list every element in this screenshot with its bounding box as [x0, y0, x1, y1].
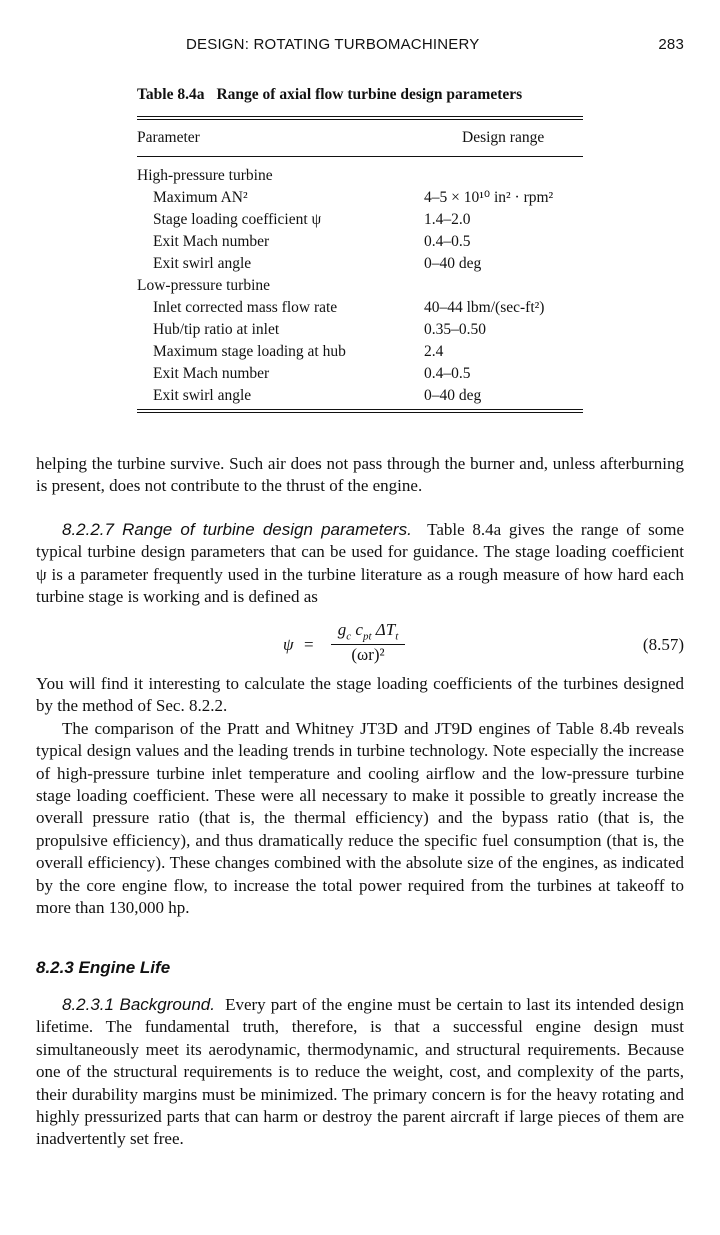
table-bottom-rule	[137, 409, 583, 410]
table-header-row	[137, 129, 583, 149]
row-parameter: Hub/tip ratio at inlet	[153, 321, 280, 338]
equation-fraction	[329, 620, 407, 669]
table-top-rule	[137, 116, 583, 117]
row-parameter: Maximum stage loading at hub	[153, 343, 346, 360]
row-parameter: Exit Mach number	[153, 233, 270, 250]
row-parameter: Inlet corrected mass flow rate	[153, 299, 338, 316]
table-row	[137, 165, 583, 187]
col-header-design-range: Design range	[462, 129, 545, 146]
table-row	[137, 275, 583, 297]
table-row	[137, 341, 583, 363]
row-value: 0.4–0.5	[424, 233, 471, 250]
subsection-heading-text: 8.2.3 Engine Life	[36, 958, 171, 977]
row-value: 1.4–2.0	[424, 211, 471, 228]
table-row	[137, 209, 583, 231]
table-row	[137, 297, 583, 319]
table-caption	[137, 86, 597, 104]
table-label: Table 8.4a	[137, 86, 205, 103]
paragraph-block	[36, 673, 684, 919]
row-value: 2.4	[424, 343, 444, 360]
paragraph-text: The comparison of the Pratt and Whitney JT3D and JT9D engines of Table 8.4b reveals typical design values and the leading trends in turbine technology. Note especially the increase of high-pressure turbine inlet temperature and cooling airflow and the low-pressure turbine stage loading coefficient. These were all necessary to make it possible to greatly increase the overall pressure ratio (that is, the thermal efficiency) and the bypass ratio (that is, the propulsive efficiency), and thus dramatically reduce the specific fuel consumption (that is, the overall efficiency). These changes combined with the absolute size of the engines, as indicated by the core engine flow, to increase the total power required from the turbines at takeoff to more than 130,000 hp.	[36, 718, 684, 918]
table-row	[137, 253, 583, 275]
section-heading: 8.2.2.7 Range of turbine design parameters.	[62, 520, 412, 539]
paragraph-text: Table 8.4a gives the range of some typical turbine design parameters that can be used for guidance. The stage loading coefficient ψ is a parameter frequently used in the turbine literature as a rough measure of how hard each turbine stage is working and is defined as	[36, 520, 685, 607]
row-value: 0.35–0.50	[424, 321, 486, 338]
col-header-parameter: Parameter	[137, 129, 200, 146]
table-bottom-rule-2	[137, 412, 583, 413]
table-top-rule-2	[137, 119, 583, 120]
equation-number: (8.57)	[642, 635, 684, 654]
row-group-label: High-pressure turbine	[137, 167, 273, 184]
row-value: 40–44 lbm/(sec-ft²)	[424, 299, 545, 316]
row-value: 0–40 deg	[424, 255, 482, 272]
paragraph-text: helping the turbine survive. Such air does not pass through the burner and, unless afterburning is present, does not contribute to the thrust of the engine.	[36, 454, 684, 496]
row-value: 4–5 × 10¹⁰ in² · rpm²	[424, 189, 554, 206]
equation-denominator: (ωr)²	[351, 645, 385, 664]
row-value: 0–40 deg	[424, 387, 482, 404]
table-row	[137, 187, 583, 209]
row-parameter: Stage loading coefficient ψ	[153, 211, 322, 228]
running-head-title: DESIGN: ROTATING TURBOMACHINERY	[186, 36, 480, 53]
section-8-2-2-7	[36, 519, 684, 609]
paragraph-text: You will find it interesting to calculate the stage loading coefficients of the turbines designed by the method of Sec. 8.2.2.	[36, 674, 684, 716]
table-header-rule	[137, 156, 583, 157]
row-parameter: Exit swirl angle	[153, 387, 252, 404]
table-body	[137, 165, 583, 407]
row-parameter: Exit Mach number	[153, 365, 270, 382]
table-row	[137, 319, 583, 341]
section-heading: 8.2.3.1 Background.	[62, 995, 215, 1014]
paragraph-text: Every part of the engine must be certain to last its intended design lifetime. The fundamental truth, therefore, is that a successful engine design must simultaneously meet its aerodynamic, thermodynamic, and structural requirements. Because one of the structural requirements is to reduce the weight, cost, and complexity of the parts, their durability margins must be minimized. The primary concern is for the heavy rotating and highly pressurized parts that can harm or destroy the parent aircraft if large pieces of them are inadvertently set free.	[36, 995, 685, 1149]
equation-8-57	[36, 620, 684, 672]
row-parameter: Exit swirl angle	[153, 255, 252, 272]
row-group-label: Low-pressure turbine	[137, 277, 270, 294]
table-title: Range of axial flow turbine design parameters	[216, 86, 523, 103]
equation-equals: =	[304, 635, 314, 654]
equation-lhs: ψ	[283, 635, 294, 654]
table-row	[137, 385, 583, 407]
table-row	[137, 231, 583, 253]
paragraph-continuation	[36, 453, 684, 498]
subsection-heading	[36, 958, 170, 978]
page-number: 283	[658, 36, 684, 53]
row-value: 0.4–0.5	[424, 365, 471, 382]
table-row	[137, 363, 583, 385]
row-parameter: Maximum AN²	[153, 189, 248, 206]
section-8-2-3-1	[36, 994, 684, 1151]
equation-numerator: $g_c$ $c_{pt}$ $\Delta T_t$	[337, 620, 399, 643]
running-head	[36, 36, 684, 56]
